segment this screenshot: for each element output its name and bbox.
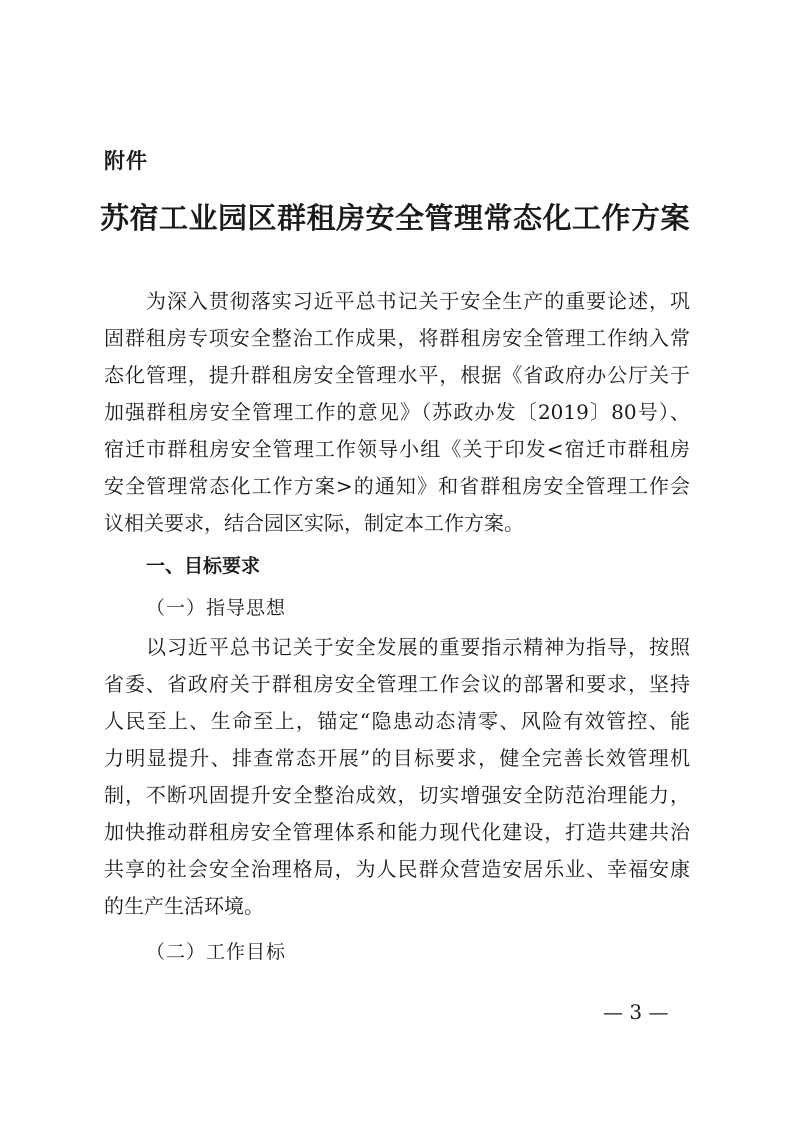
paragraph-line: 制，不断巩固提升安全整治成效，切实增强安全防范治理能力， <box>104 783 690 807</box>
page-number: — 3 — <box>603 1000 669 1024</box>
paragraph-line: 加快推动群租房安全管理体系和能力现代化建设，打造共建共治 <box>104 820 690 844</box>
paragraph-line: 共享的社会安全治理格局，为人民群众营造安居乐业、幸福安康 <box>104 857 690 881</box>
paragraph-line: 为深入贯彻落实习近平总书记关于安全生产的重要论述，巩 <box>146 289 690 313</box>
paragraph-line: 的生产生活环境。 <box>104 894 264 918</box>
paragraph-line: 安全管理常态化工作方案>的通知》和省群租房安全管理工作会 <box>104 474 690 498</box>
paragraph-line: 力明显提升、排查常态开展”的目标要求，健全完善长效管理机 <box>104 746 690 770</box>
subsection-heading: （二）工作目标 <box>146 941 287 963</box>
paragraph-line: 省委、省政府关于群租房安全管理工作会议的部署和要求，坚持 <box>104 672 690 696</box>
paragraph-line: 态化管理，提升群租房安全管理水平，根据《省政府办公厅关于 <box>104 363 690 387</box>
subsection-heading: （一）指导思想 <box>146 597 287 619</box>
paragraph-line: 加强群租房安全管理工作的意见》（苏政办发〔2019〕80号）、 <box>104 400 690 424</box>
section-heading: 一、目标要求 <box>146 555 261 577</box>
paragraph-line: 宿迁市群租房安全管理工作领导小组《关于印发<宿迁市群租房 <box>104 437 690 461</box>
paragraph-line: 人民至上、生命至上，锚定“隐患动态清零、风险有效管控、能 <box>104 709 690 733</box>
paragraph-line: 固群租房专项安全整治工作成果，将群租房安全管理工作纳入常 <box>104 326 690 350</box>
paragraph-line: 以习近平总书记关于安全发展的重要指示精神为指导，按照 <box>146 635 690 659</box>
attachment-label: 附件 <box>104 149 148 173</box>
document-title: 苏宿工业园区群租房安全管理常态化工作方案 <box>100 201 691 235</box>
paragraph-line: 议相关要求，结合园区实际，制定本工作方案。 <box>104 511 524 535</box>
